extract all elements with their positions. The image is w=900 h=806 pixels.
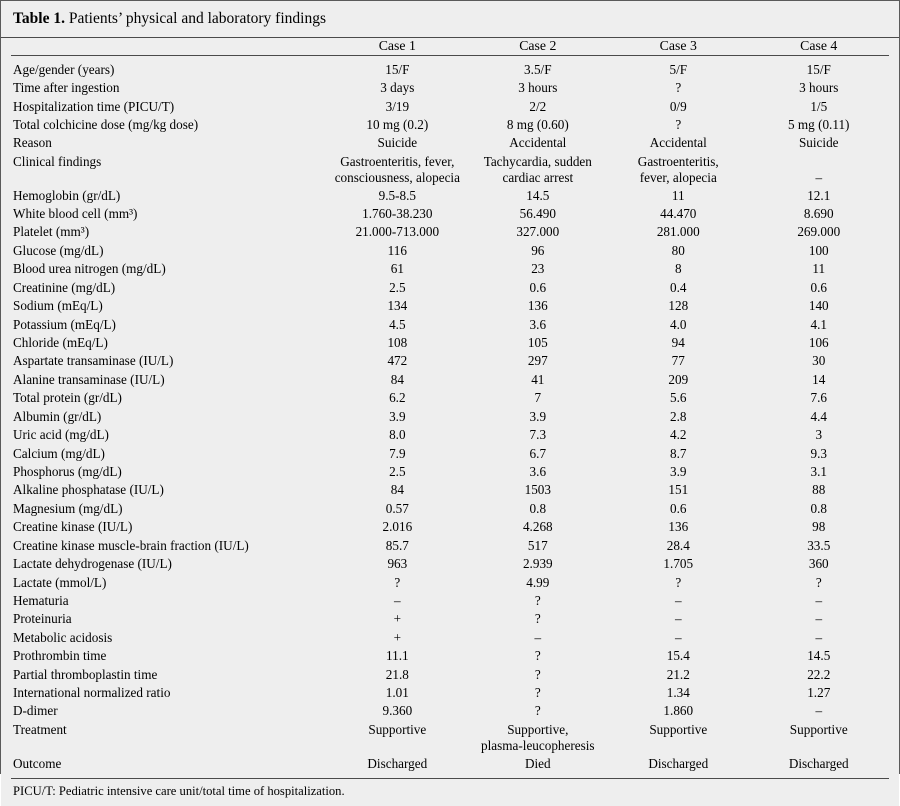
cell-case-3: ? <box>675 116 682 132</box>
table-row <box>11 134 889 152</box>
row-label: Reason <box>13 135 52 151</box>
cell-case-2: 2/2 <box>529 98 547 114</box>
cell-line: consciousness, alopecia <box>334 169 460 185</box>
cell-line: fever, alopecia <box>639 169 717 185</box>
table-body <box>11 61 889 774</box>
cell-case-2: 23 <box>531 261 545 277</box>
cell-case-1: 15/F <box>385 61 410 77</box>
cell-case-4: Supportive <box>789 721 848 737</box>
table-row <box>11 555 889 573</box>
row-label: Total protein (gr/dL) <box>13 390 122 406</box>
cell-case-3: 8.7 <box>670 445 687 461</box>
cell-case-3: 77 <box>671 353 685 369</box>
table-row <box>11 463 889 481</box>
cell-case-3 <box>608 153 748 187</box>
row-label: Glucose (mg/dL) <box>13 242 104 258</box>
table-row <box>11 153 889 187</box>
row-label: Hematuria <box>13 592 69 608</box>
cell-case-4: 15/F <box>806 61 831 77</box>
table-row <box>11 647 889 665</box>
cell-case-1: 11.1 <box>386 648 409 664</box>
cell-case-3: 28.4 <box>666 537 690 553</box>
cell-case-3: 281.000 <box>656 224 700 240</box>
table-row <box>11 444 889 462</box>
row-label: Blood urea nitrogen (mg/dL) <box>13 261 166 277</box>
cell-case-1: 963 <box>387 556 408 572</box>
cell-case-3: – <box>674 629 682 645</box>
row-label: Prothrombin time <box>13 648 107 664</box>
row-label: Metabolic acidosis <box>13 629 113 645</box>
cell-case-1: 1.01 <box>385 685 409 701</box>
table-row <box>11 518 889 536</box>
row-label: Potassium (mEq/L) <box>13 316 116 332</box>
cell-case-4: – <box>815 592 823 608</box>
cell-case-1: 108 <box>387 335 408 351</box>
cell-case-3: – <box>674 611 682 627</box>
cell-case-4: 3 hours <box>799 80 839 96</box>
table-row <box>11 537 889 555</box>
table-row <box>11 371 889 389</box>
cell-case-3: 1.34 <box>666 685 690 701</box>
cell-case-4: 88 <box>812 482 826 498</box>
row-label: Total colchicine dose (mg/kg dose) <box>13 116 199 132</box>
cell-case-4: 140 <box>808 298 829 314</box>
row-label: Calcium (mg/dL) <box>13 445 105 461</box>
table-row <box>11 755 889 773</box>
cell-case-1: 10 mg (0.2) <box>366 116 429 132</box>
row-label: Sodium (mEq/L) <box>13 298 103 314</box>
cell-case-2: 56.490 <box>519 206 556 222</box>
cell-case-2: ? <box>534 648 541 664</box>
cell-case-4: – <box>815 629 823 645</box>
row-label: Platelet (mm³) <box>13 224 90 240</box>
cell-case-1: 116 <box>387 242 407 258</box>
cell-case-4: ? <box>815 574 822 590</box>
table-footnote: PICU/T: Pediatric intensive care unit/total time of hospitalization. <box>1 779 899 806</box>
table-row <box>11 592 889 610</box>
cell-case-2: 4.99 <box>526 574 550 590</box>
row-label: Age/gender (years) <box>13 61 115 77</box>
cell-case-3: 128 <box>668 298 689 314</box>
cell-case-2: – <box>534 629 542 645</box>
cell-case-4: 9.3 <box>810 445 827 461</box>
cell-case-4: 98 <box>812 519 826 535</box>
table-row <box>11 61 889 79</box>
cell-case-1: Supportive <box>368 721 427 737</box>
cell-case-4: 1.27 <box>807 685 831 701</box>
row-label: Proteinuria <box>13 611 72 627</box>
table-row <box>11 97 889 115</box>
cell-case-3: 0/9 <box>669 98 687 114</box>
row-label: Aspartate transaminase (IU/L) <box>13 353 174 369</box>
table-row <box>11 408 889 426</box>
table-row <box>11 721 889 755</box>
cell-case-2: 8 mg (0.60) <box>506 116 569 132</box>
cell-case-2: 6.7 <box>529 445 547 461</box>
cell-case-1: 21.000-713.000 <box>355 224 440 240</box>
cell-case-1: 84 <box>390 371 404 387</box>
cell-case-2: 3 hours <box>518 80 558 96</box>
cell-case-2: 2.939 <box>522 556 553 572</box>
cell-case-1: + <box>393 629 402 645</box>
cell-case-2: 14.5 <box>526 187 550 203</box>
cell-case-3: 5.6 <box>670 390 687 406</box>
table-row <box>11 187 889 205</box>
row-label: Lactate dehydrogenase (IU/L) <box>13 556 172 572</box>
row-label: Chloride (mEq/L) <box>13 335 108 351</box>
cell-case-3: 4.0 <box>670 316 687 332</box>
row-label: Hospitalization time (PICU/T) <box>13 98 175 114</box>
cell-case-2: 0.6 <box>529 279 547 295</box>
cell-line: plasma-leucopheresis <box>481 737 595 753</box>
table-head <box>11 38 889 61</box>
row-label: Lactate (mmol/L) <box>13 574 107 590</box>
cell-case-3: 151 <box>668 482 689 498</box>
cell-case-4: 12.1 <box>807 187 831 203</box>
cell-case-4: 33.5 <box>807 537 831 553</box>
row-label: Phosphorus (mg/dL) <box>13 463 122 479</box>
row-label: Creatinine (mg/dL) <box>13 279 116 295</box>
table-row <box>11 297 889 315</box>
cell-case-2 <box>468 721 608 755</box>
table-row <box>11 702 889 720</box>
cell-case-1: 9.360 <box>382 703 413 719</box>
cell-case-3: Discharged <box>648 755 709 771</box>
cell-case-1: 472 <box>387 353 408 369</box>
cell-case-3: 1.860 <box>663 703 694 719</box>
table-container <box>1 38 899 779</box>
cell-case-4: 30 <box>812 353 826 369</box>
cell-case-3: 44.470 <box>660 206 697 222</box>
cell-case-4: 360 <box>808 556 829 572</box>
table-caption <box>1 1 899 38</box>
cell-case-4: 269.000 <box>797 224 841 240</box>
cell-case-3: 15.4 <box>666 648 690 664</box>
cell-case-2: 7.3 <box>529 427 547 443</box>
cell-case-3: 8 <box>674 261 682 277</box>
cell-line: Tachycardia, sudden <box>483 153 592 169</box>
cell-line <box>751 154 888 170</box>
cell-case-3: 209 <box>668 371 689 387</box>
row-label: Treatment <box>13 721 67 737</box>
cell-case-1: 85.7 <box>385 537 409 553</box>
cell-case-4: 3.1 <box>810 463 827 479</box>
cell-case-2: 3.6 <box>529 316 547 332</box>
cell-case-1: 21.8 <box>385 666 409 682</box>
cell-case-1: 3 days <box>380 80 415 96</box>
cell-case-2 <box>468 153 608 187</box>
cell-case-2: 3.6 <box>529 463 547 479</box>
cell-case-2: ? <box>534 685 541 701</box>
cell-case-3: 0.6 <box>670 500 687 516</box>
row-label: Albumin (gr/dL) <box>13 408 102 424</box>
column-header-case-3: Case 3 <box>659 37 697 53</box>
cell-case-2: ? <box>534 666 541 682</box>
cell-case-4: 22.2 <box>807 666 831 682</box>
cell-case-3: 11 <box>671 187 685 203</box>
row-label: Time after ingestion <box>13 80 120 96</box>
row-label: Hemoglobin (gr/dL) <box>13 187 121 203</box>
column-header-case-4: Case 4 <box>800 37 838 53</box>
table-caption-text: Patients’ physical and laboratory findings <box>68 10 326 27</box>
table-row <box>11 684 889 702</box>
cell-case-1: 2.5 <box>389 463 406 479</box>
row-label: White blood cell (mm³) <box>13 206 138 222</box>
table-row <box>11 389 889 407</box>
cell-case-1: 9.5-8.5 <box>378 187 417 203</box>
cell-case-1: Discharged <box>367 755 428 771</box>
cell-case-4: 5 mg (0.11) <box>788 116 850 132</box>
cell-case-3: 80 <box>671 242 685 258</box>
cell-case-3: 0.4 <box>670 279 687 295</box>
cell-case-2: ? <box>534 592 541 608</box>
cell-case-1: 7.9 <box>389 445 406 461</box>
table-row <box>11 260 889 278</box>
cell-case-4: 14 <box>812 371 826 387</box>
row-label: International normalized ratio <box>13 685 171 701</box>
cell-case-2: 7 <box>534 390 542 406</box>
table-row <box>11 426 889 444</box>
cell-case-2: 4.268 <box>522 519 553 535</box>
cell-case-4: 3 <box>815 427 823 443</box>
cell-case-1: – <box>394 592 401 608</box>
cell-case-4: 4.1 <box>810 316 827 332</box>
cell-case-2: ? <box>534 611 541 627</box>
cell-case-3: ? <box>675 80 682 96</box>
cell-line: cardiac arrest <box>502 169 574 185</box>
table-header-row <box>11 38 889 55</box>
cell-case-1: + <box>393 611 402 627</box>
cell-line: Gastroenteritis, <box>637 153 719 169</box>
cell-line: Gastroenteritis, fever, <box>340 153 455 169</box>
cell-case-4: 4.4 <box>810 408 827 424</box>
cell-case-1: 61 <box>390 261 404 277</box>
cell-case-3: 3.9 <box>670 463 687 479</box>
cell-case-2: Accidental <box>509 135 567 151</box>
cell-case-2: 3.5/F <box>524 61 552 77</box>
cell-case-4: 11 <box>812 261 826 277</box>
cell-case-1: 0.57 <box>385 500 409 516</box>
row-label: Alkaline phosphatase (IU/L) <box>13 482 164 498</box>
table-row <box>11 116 889 134</box>
cell-case-3: 2.8 <box>670 408 687 424</box>
row-label: Partial thromboplastin time <box>13 666 158 682</box>
cell-case-1: 6.2 <box>389 390 406 406</box>
cell-case-2: 1503 <box>524 482 551 498</box>
cell-case-4: Suicide <box>798 135 839 151</box>
cell-case-4: Discharged <box>788 755 849 771</box>
cell-case-1: 2.016 <box>382 519 413 535</box>
row-label: Clinical findings <box>13 153 102 169</box>
cell-case-2: ? <box>534 703 541 719</box>
cell-case-3: 94 <box>671 335 685 351</box>
table-row <box>11 79 889 97</box>
cell-case-2: 41 <box>531 371 545 387</box>
cell-case-3: Accidental <box>649 135 707 151</box>
cell-case-3: – <box>674 592 682 608</box>
cell-case-1: Suicide <box>377 135 418 151</box>
row-label: Creatine kinase muscle-brain fraction (IU/L) <box>13 537 249 553</box>
cell-case-3: 5/F <box>669 61 688 77</box>
cell-case-3: 4.2 <box>670 427 687 443</box>
cell-case-1: 3/19 <box>385 98 410 114</box>
table-row <box>11 666 889 684</box>
table-row <box>11 223 889 241</box>
cell-case-1: 2.5 <box>389 279 406 295</box>
cell-case-2: 297 <box>527 353 548 369</box>
row-label: Uric acid (mg/dL) <box>13 427 109 443</box>
cell-case-2: 136 <box>527 298 548 314</box>
cell-case-2: 3.9 <box>529 408 547 424</box>
table-row <box>11 205 889 223</box>
cell-case-4: – <box>815 611 823 627</box>
cell-case-4: 106 <box>808 335 829 351</box>
cell-case-4: 100 <box>808 242 829 258</box>
table-row <box>11 279 889 297</box>
cell-line: – <box>815 169 823 185</box>
cell-case-3: ? <box>675 574 682 590</box>
cell-case-4: 14.5 <box>807 648 831 664</box>
cell-case-4: – <box>815 703 823 719</box>
cell-case-1: 3.9 <box>389 408 406 424</box>
cell-case-2: 96 <box>531 242 545 258</box>
cell-case-1 <box>327 153 467 187</box>
column-header-case-1: Case 1 <box>378 37 416 53</box>
cell-case-4: 7.6 <box>810 390 827 406</box>
row-label: Outcome <box>13 755 62 771</box>
table-row <box>11 610 889 628</box>
cell-case-3: Supportive <box>649 721 708 737</box>
cell-case-3: 21.2 <box>666 666 690 682</box>
column-header-case-2: Case 2 <box>519 37 557 53</box>
cell-case-4: 0.6 <box>810 279 827 295</box>
row-label: Creatine kinase (IU/L) <box>13 519 133 535</box>
table-row <box>11 334 889 352</box>
cell-case-1: 8.0 <box>389 427 406 443</box>
cell-case-1: 4.5 <box>389 316 406 332</box>
cell-case-4: 0.8 <box>810 500 827 516</box>
cell-case-2: 517 <box>527 537 548 553</box>
row-label: Alanine transaminase (IU/L) <box>13 371 165 387</box>
cell-case-2: 0.8 <box>529 500 547 516</box>
cell-case-4: 1/5 <box>810 98 828 114</box>
cell-case-1: 1.760-38.230 <box>362 206 433 222</box>
cell-case-1: ? <box>394 574 401 590</box>
cell-case-2: Died <box>524 755 551 771</box>
table-row <box>11 481 889 499</box>
cell-case-2: 327.000 <box>516 224 560 240</box>
column-header-blank <box>11 38 327 55</box>
row-label: D-dimer <box>13 703 58 719</box>
cell-case-2: 105 <box>527 335 548 351</box>
table-row <box>11 352 889 370</box>
table-row <box>11 316 889 334</box>
table-row <box>11 629 889 647</box>
cell-case-3: 1.705 <box>663 556 694 572</box>
table-row <box>11 500 889 518</box>
table-row <box>11 573 889 591</box>
cell-case-1: 84 <box>390 482 404 498</box>
row-label: Magnesium (mg/dL) <box>13 500 123 516</box>
table-row <box>11 242 889 260</box>
cell-case-1: 134 <box>387 298 408 314</box>
cell-case-4: 8.690 <box>803 206 834 222</box>
table-caption-label: Table 1. <box>13 10 65 27</box>
findings-table <box>11 38 889 773</box>
cell-line: Supportive, <box>507 721 569 737</box>
cell-case-4 <box>749 153 890 187</box>
cell-case-3: 136 <box>668 519 689 535</box>
